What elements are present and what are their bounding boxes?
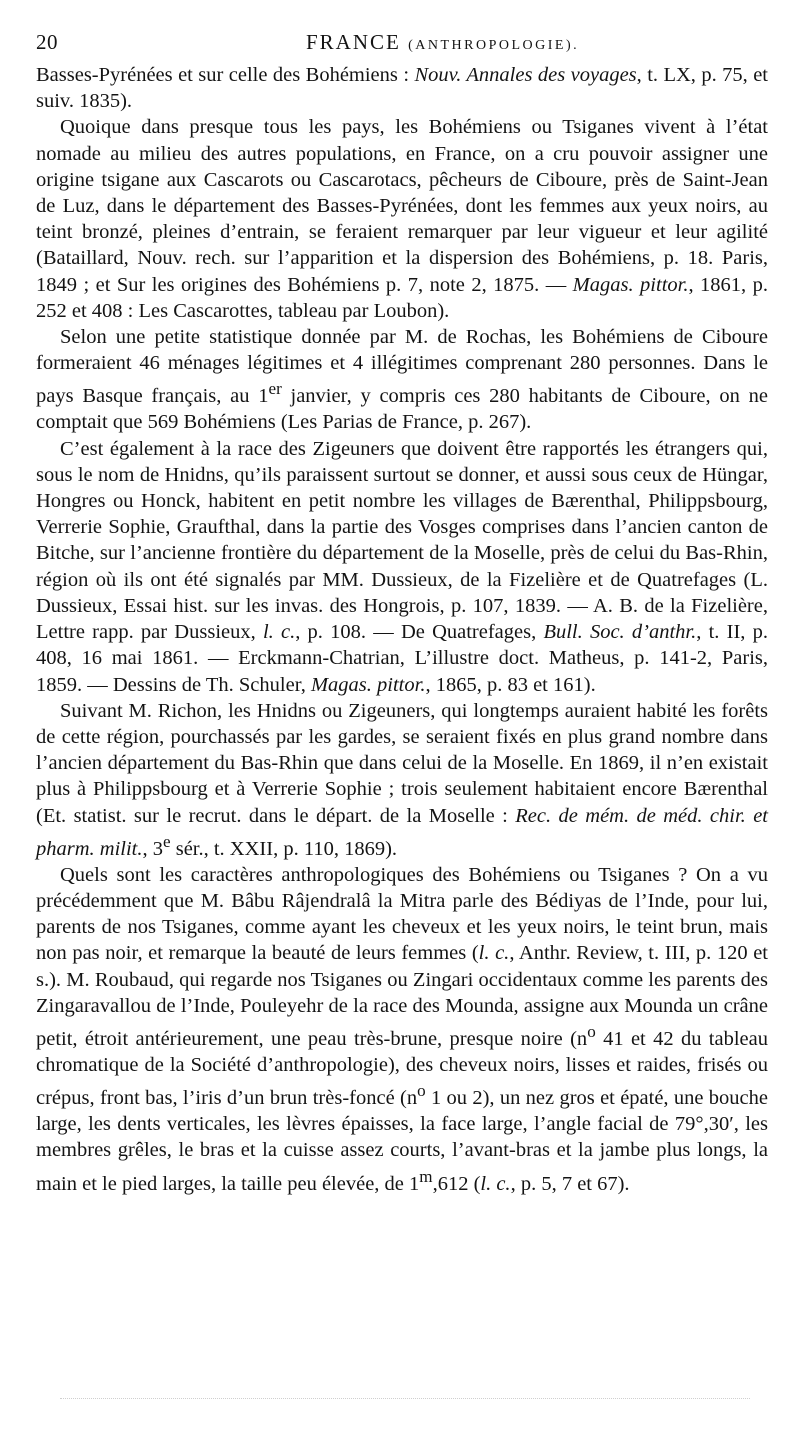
running-head-subtitle: (ANTHROPOLOGIE). [408, 38, 580, 53]
citation-italic: l. c. [262, 621, 296, 644]
paragraph-characteristics [36, 862, 768, 1197]
running-head [306, 30, 579, 55]
text-run: Selon une petite statistique donnée par M. de Rochas, les Bohémiens de Ciboure formeraient 46 ménages légitimes et 4 illégitimes comprenant 280 personnes. Dans le pays Basque français, au 1 [36, 326, 768, 408]
text-run: , t. LX, p. 75, et suiv. 1835). [36, 64, 768, 113]
text-run: 41 et 42 du tableau chromatique de la Société d’anthropologie), des cheveux noirs, lisses et raides, frisés ou crépus, front bas, l’iris d’un brun très-foncé (n [36, 1027, 768, 1110]
paragraph-continuation [36, 62, 768, 114]
text-run: , 3 [142, 837, 163, 860]
superscript: e [163, 831, 171, 851]
text-run: , 1865, p. 83 et 161). [425, 673, 596, 696]
running-head-title: FRANCE [306, 30, 401, 54]
citation-italic: Magas. pittor. [310, 673, 426, 696]
text-run: , 1861, p. 252 et 408 : Les Cascarottes, tableau par Loubon). [36, 273, 768, 322]
text-run: ,612 ( [432, 1172, 481, 1195]
text-run: Quoique dans presque tous les pays, les Bohémiens ou Tsiganes vivent à l’état nomade au milieu des autres populations, en France, on a cru pouvoir assigner une origine tsigane aux Cascarots ou Cascarotacs, pêcheurs de Ciboure, près de Saint-Jean de Luz, dans le département des Basses-Pyrénées, dont les femmes aux yeux noirs, au teint bronzé, pleines d’entrain, se feraient remarquer par leur vigueur et leur agilité (Bataillard, Nouv. rech. sur l’apparition et la dispersion des Bohémiens, p. 18. Paris, 1849 ; et Sur les origines des Bohémiens p. 7, note 2, 1875. — [36, 116, 768, 296]
text-run: 1 ou 2), un nez gros et épaté, une bouche large, les dents verticales, les lèvres épaisses, la face large, l’angle facial de 79°,30′, les membres grêles, le bras et la cuisse assez courts, l’avant-bras et la jambe plus longs, la main et le pied larges, la taille peu élevée, de 1 [36, 1087, 768, 1195]
citation-italic: Magas. pittor. [572, 273, 689, 296]
bottom-bleed-through [60, 1398, 750, 1399]
text-run: Suivant M. Richon, les Hnidns ou Zigeuners, qui longtemps auraient habité les forêts de cette région, pourchassés par les gardes, se seraient fixés en plus grand nombre dans l’ancien département du Bas-Rhin que dans celui de la Moselle. En 1869, il n’en existait plus à Philippsbourg et à Verrerie Sophie ; trois seulement habitaient encore Bærenthal (Et. statist. sur le recrut. dans le départ. de la Moselle : [36, 699, 768, 827]
text-run: janvier, y compris ces 280 habitants de Ciboure, on ne comptait que 569 Bohémiens (Les Parias de France, p. 267). [36, 385, 768, 434]
superscript: m [419, 1166, 433, 1186]
text-run: , p. 108. — De Quatrefages, [295, 621, 544, 644]
superscript: o [417, 1081, 426, 1101]
page-number: 20 [36, 30, 58, 54]
text-run: Basses-Pyrénées et sur celle des Bohémiens : [36, 64, 415, 86]
text-run: , Anthr. Review, t. III, p. 120 et s.). M. Roubaud, qui regarde nos Tsiganes ou Zingari occidentaux comme les parents des Zingaravallou de l’Inde, Pouleyehr de la race des Mounda, assigne aux Mounda un crâne petit, étroit antérieurement, une peau très-brune, presque noire (n [36, 942, 768, 1050]
paragraph-zigeuners [36, 436, 768, 698]
citation-italic: Bull. Soc. d’anthr. [543, 621, 697, 644]
body-text [36, 62, 768, 1197]
superscript: o [587, 1021, 596, 1041]
text-run: Quels sont les caractères anthropologiques des Bohémiens ou Tsiganes ? On a vu précédemment que M. Bâbu Râjendralâ la Mitra parle des Bédiyas de l’Inde, pour lui, parents de nos Tsiganes, comme ayant les cheveux et les yeux noirs, le teint brun, mais non pas noir, et remarque la beauté de leurs femmes ( [36, 863, 768, 965]
citation-italic: Nouv. Annales des voyages [414, 64, 637, 86]
text-run: , t. II, p. 408, 16 mai 1861. — Erckmann-Chatrian, L’illustre doct. Matheus, p. 141-2, Paris, 1859. — Dessins de Th. Schuler, [36, 621, 768, 696]
paragraph-cascarots [36, 114, 768, 324]
paragraph-richon [36, 698, 768, 862]
citation-italic: l. c. [478, 942, 510, 965]
paragraph-statistics [36, 324, 768, 436]
text-run: , p. 5, 7 et 67). [510, 1172, 630, 1195]
superscript: er [268, 379, 282, 399]
citation-italic: Rec. de mém. de méd. chir. et pharm. milit. [36, 804, 768, 860]
page-header [36, 30, 776, 56]
citation-italic: l. c. [480, 1172, 511, 1195]
text-run: sér., t. XXII, p. 110, 1869). [170, 837, 398, 860]
text-run: C’est également à la race des Zigeuners que doivent être rapportés les étrangers qui, sous le nom de Hnidns, qu’ils paraissent surtout se donner, et aussi sous ceux de Hüngar, Hongres ou Honck, habitent en petit nombre les villages de Bærenthal, Philippsbourg, Verrerie Sophie, Graufthal, dans la partie des Vosges comprises dans l’ancien canton de Bitche, sur l’ancienne frontière du département de la Moselle, près de celui du Bas-Rhin, région où ils ont été signalés par MM. Dussieux, de la Fizelière et de Quatrefages (L. Dussieux, Essai hist. sur les invas. des Hongrois, p. 107, 1839. — A. B. de la Fizelière, Lettre rapp. par Dussieux, [36, 437, 768, 644]
